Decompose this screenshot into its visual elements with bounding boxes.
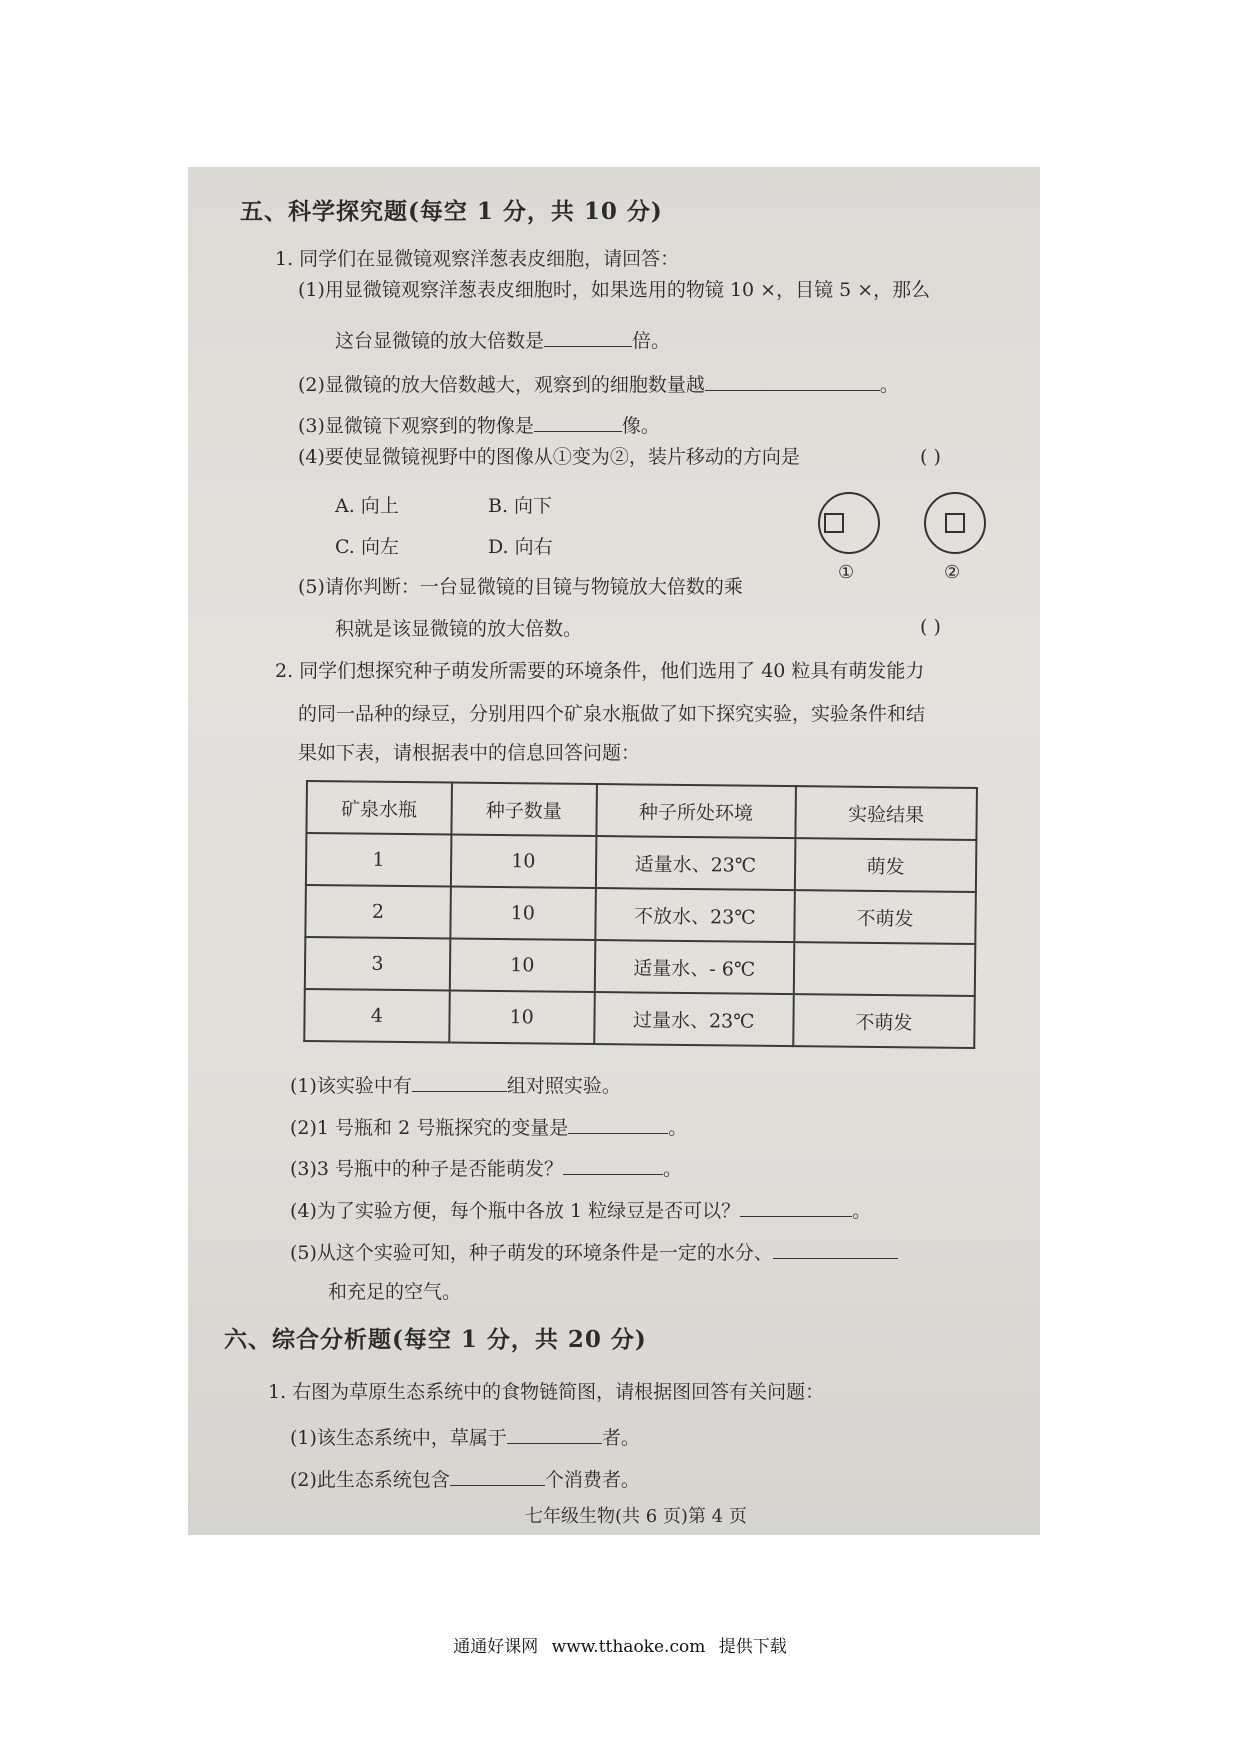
q2-part5-text: (5)从这个实验可知，种子萌发的环境条件是一定的水分、: [290, 1242, 773, 1264]
table-header: 种子所处环境: [596, 784, 796, 838]
specimen-square-1: [824, 513, 844, 533]
field-of-view-1: [818, 492, 880, 554]
q2-part4-suffix: 。: [852, 1200, 872, 1222]
table-cell: 10: [450, 939, 595, 993]
answer-blank[interactable]: [568, 1115, 668, 1134]
q2-part2-text: (2)1 号瓶和 2 号瓶探究的变量是: [290, 1117, 569, 1139]
field-of-view-2: [924, 492, 986, 554]
table-row: [306, 833, 977, 892]
specimen-square-2: [945, 513, 965, 533]
table-row: [305, 937, 976, 996]
q2-part3-suffix: 。: [663, 1158, 683, 1180]
table-row: [305, 885, 976, 944]
table-cell: [794, 942, 976, 996]
table-header-row: [306, 781, 977, 840]
figure-label-1: ①: [838, 562, 855, 583]
page-number-footer: 七年级生物(共 6 页)第 4 页: [525, 1506, 747, 1527]
q2-stem-line2: 的同一品种的绿豆，分别用四个矿泉水瓶做了如下探究实验，实验条件和结: [298, 703, 926, 725]
q2-part1-suffix: 组对照实验。: [506, 1075, 621, 1097]
q2-part2-suffix: 。: [668, 1117, 688, 1139]
q1-part1-suffix: 倍。: [632, 330, 671, 352]
q2-part3: [290, 1156, 682, 1179]
site-url[interactable]: www.tthaoke.com: [551, 1637, 706, 1657]
table-cell: 3: [305, 937, 450, 991]
table-header: 矿泉水瓶: [306, 781, 451, 835]
site-suffix: 提供下载: [718, 1637, 787, 1657]
section6-title: 六、综合分析题(每空 1 分，共 20 分): [224, 1326, 647, 1353]
s6-q1-part1-suffix: 者。: [601, 1427, 640, 1449]
q2-stem-line3: 果如下表，请根据表中的信息回答问题：: [298, 742, 641, 764]
table-row: [304, 989, 975, 1048]
s6-q1-part1: [290, 1425, 640, 1448]
table-cell: 适量水、23℃: [595, 836, 795, 890]
s6-q1-stem: 1. 右图为草原生态系统中的食物链简图，请根据图回答有关问题：: [268, 1381, 825, 1403]
q1-part3: [298, 413, 660, 436]
answer-blank[interactable]: [740, 1198, 852, 1217]
answer-blank[interactable]: [705, 372, 880, 391]
s6-q1-part2-text: (2)此生态系统包含: [290, 1469, 450, 1491]
answer-paren-q1-4[interactable]: ( ): [920, 446, 941, 468]
figure-label-2: ②: [944, 562, 961, 583]
q1-part1-line2: [335, 328, 670, 351]
table-cell: 10: [451, 835, 596, 889]
experiment-table: [303, 780, 978, 1049]
table-header: 种子数量: [451, 783, 596, 837]
q1-part2-text: (2)显微镜的放大倍数越大，观察到的细胞数量越: [298, 374, 705, 396]
s6-q1-part2: [290, 1467, 640, 1490]
table-cell: 不萌发: [793, 994, 975, 1048]
q2-part5-line2: 和充足的空气。: [328, 1281, 462, 1303]
table-cell: 适量水、- 6℃: [594, 940, 794, 994]
q2-part4: [290, 1198, 871, 1221]
q1-part5-line2: 积就是该显微镜的放大倍数。: [335, 618, 583, 640]
option-a: A. 向上: [335, 495, 399, 517]
option-c: C. 向左: [335, 536, 399, 558]
answer-blank[interactable]: [534, 413, 622, 432]
table-cell: 4: [304, 989, 449, 1043]
q2-part2: [290, 1115, 687, 1138]
site-name: 通通好课网: [453, 1637, 539, 1657]
section5-title: 五、科学探究题(每空 1 分，共 10 分): [240, 198, 663, 225]
table-cell: 不萌发: [794, 890, 976, 944]
q1-part3-suffix: 像。: [621, 415, 660, 437]
q2-part4-text: (4)为了实验方便，每个瓶中各放 1 粒绿豆是否可以？: [290, 1200, 741, 1222]
option-b: B. 向下: [488, 495, 553, 517]
q1-part4: (4)要使显微镜视野中的图像从①变为②，装片移动的方向是: [298, 446, 800, 468]
q2-part5-line1: [290, 1240, 898, 1263]
answer-blank[interactable]: [450, 1467, 545, 1486]
q1-stem: 1. 同学们在显微镜观察洋葱表皮细胞，请回答：: [275, 248, 680, 270]
site-footer: [0, 1632, 1240, 1657]
option-d: D. 向右: [488, 536, 553, 558]
q2-part1-text: (1)该实验中有: [290, 1075, 412, 1097]
answer-paren-q1-5[interactable]: ( ): [920, 616, 941, 638]
table-cell: 萌发: [795, 838, 977, 892]
table-cell: 10: [449, 991, 594, 1045]
q2-stem-line1: 2. 同学们想探究种子萌发所需要的环境条件，他们选用了 40 粒具有萌发能力: [275, 660, 925, 682]
q1-part1-line1: (1)用显微镜观察洋葱表皮细胞时，如果选用的物镜 10 ×，目镜 5 ×，那么: [298, 279, 931, 301]
s6-q1-part1-text: (1)该生态系统中，草属于: [290, 1427, 507, 1449]
q1-part2: [298, 372, 899, 395]
table-cell: 1: [306, 833, 451, 887]
answer-blank[interactable]: [563, 1156, 663, 1175]
table-cell: 2: [305, 885, 450, 939]
table-header: 实验结果: [795, 786, 977, 840]
table-cell: 不放水、23℃: [595, 888, 795, 942]
q1-part5-line1: (5)请你判断：一台显微镜的目镜与物镜放大倍数的乘: [298, 576, 743, 598]
q2-part1: [290, 1073, 621, 1096]
q1-part2-suffix: 。: [879, 374, 899, 396]
table-cell: 过量水、23℃: [594, 992, 794, 1046]
s6-q1-part2-suffix: 个消费者。: [544, 1469, 640, 1491]
answer-blank[interactable]: [773, 1240, 898, 1259]
answer-blank[interactable]: [544, 328, 632, 347]
q2-part3-text: (3)3 号瓶中的种子是否能萌发？: [290, 1158, 564, 1180]
answer-blank[interactable]: [412, 1073, 507, 1092]
q1-part3-text: (3)显微镜下观察到的物像是: [298, 415, 534, 437]
answer-blank[interactable]: [507, 1425, 602, 1444]
q1-part1-text: 这台显微镜的放大倍数是: [335, 330, 545, 352]
table-cell: 10: [450, 887, 595, 941]
